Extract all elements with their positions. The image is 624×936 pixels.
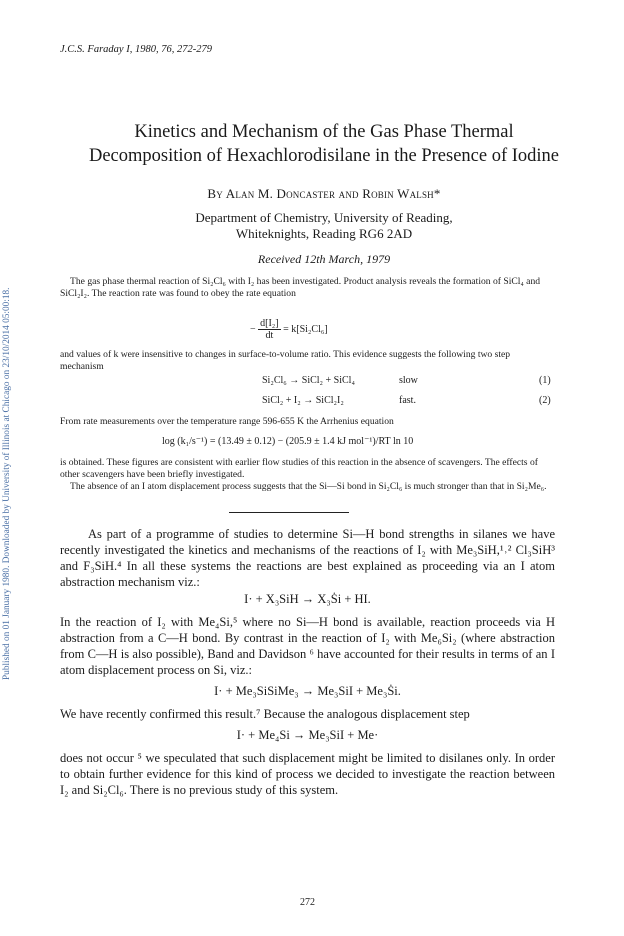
rate-equation-minus: − xyxy=(250,323,256,335)
rate-equation-rhs: = k[Si₂Cl₆] xyxy=(283,323,328,335)
arrhenius-equation: log (k₁/s⁻¹) = (13.49 ± 0.12) − (205.9 ± 1.4 kJ mol⁻¹)/RT ln 10 xyxy=(162,436,414,447)
journal-name: J.C.S. Faraday I, xyxy=(60,44,133,55)
mechanism-step-2-number: (2) xyxy=(539,395,551,406)
mechanism-step-1-equation: Si₂Cl₆ → SiCl₂ + SiCl₄ xyxy=(262,375,355,386)
abstract-text-3: From rate measurements over the temperature range 596-655 K the Arrhenius equation xyxy=(60,416,394,427)
abstract-paragraph-1 xyxy=(60,276,555,300)
body-paragraph-2 xyxy=(60,614,555,678)
rate-equation-fraction xyxy=(258,318,280,341)
title-line-2: Decomposition of Hexachlorodisilane in the Presence of Iodine xyxy=(88,146,560,166)
article-title xyxy=(40,120,608,168)
author-line: By Alan M. Doncaster and Robin Walsh* xyxy=(207,186,441,201)
abstract-paragraph-2 xyxy=(60,349,555,373)
affiliation-line-1: Department of Chemistry, University of Reading, xyxy=(195,210,453,225)
download-watermark-text: Published on 01 January 1980. Downloaded by University of Illinois at Chicago on 23/10/2014 05:00:18. xyxy=(2,287,12,680)
page-number: 272 xyxy=(300,897,315,908)
body-text-2: In the reaction of I₂ with Me₄Si,⁵ where no Si—H bond is available, reaction proceeds via H abstraction from a C—H bond. By contrast in the reaction of I₂ with Me₆Si₂ (where abstraction from C—H is also possible), Band and Davidson ⁶ have accounted for their results in terms of an I atom displacement process on Si, viz.: xyxy=(60,615,555,677)
journal-citation xyxy=(60,44,212,55)
affiliation-line-2: Whiteknights, Reading RG6 2AD xyxy=(235,226,413,241)
mechanism-step-1-rate: slow xyxy=(399,375,418,386)
rate-equation-numerator: d[I₂] xyxy=(260,318,279,329)
journal-year: 1980, xyxy=(134,44,159,55)
body-paragraph-4 xyxy=(60,750,555,798)
affiliation xyxy=(40,210,608,242)
abstract-text-2: and values of k were insensitive to changes in surface-to-volume ratio. This evidence suggests the following two step mechanism xyxy=(60,349,511,372)
abstract-text-4: is obtained. These figures are consistent with earlier flow studies of this reaction in the absence of scavengers. The effects of other scavengers have been briefly investigated. xyxy=(60,457,538,480)
equation-displacement: I· + Me₃SiSiMe₃ → Me₃SiI + Me₃Ṡi. xyxy=(214,684,401,698)
body-text-1: As part of a programme of studies to determine Si—H bond strengths in silanes we have recently investigated the kinetics and mechanisms of the reactions of I₂ with Me₃SiH,¹˒² Cl₃SiH³ and F₃SiH.⁴ In all these systems the reactions are best explained as proceeding via an I atom abstraction mechanism viz.: xyxy=(60,527,555,589)
equation-methyl: I· + Me₄Si → Me₃SiI + Me· xyxy=(236,728,379,742)
rate-equation xyxy=(250,318,328,341)
body-paragraph-3 xyxy=(60,706,555,722)
mechanism-step-2-equation: SiCl₂ + I₂ → SiCl₂I₂ xyxy=(262,395,344,406)
mechanism-step-2-rate: fast. xyxy=(399,395,416,406)
equation-abstraction: I· + X₃SiH → X₃Ṡi + HI. xyxy=(244,592,371,606)
body-text-3: We have recently confirmed this result.⁷ Because the analogous displacement step xyxy=(60,707,470,721)
abstract-paragraph-4 xyxy=(60,457,555,493)
abstract-text-1: The gas phase thermal reaction of Si₂Cl₆ with I₂ has been investigated. Product analysis reveals the formation of SiCl₄ and SiCl₂I₂. The reaction rate was found to obey the rate equation xyxy=(60,276,541,299)
section-divider xyxy=(229,512,349,513)
received-date: Received 12th March, 1979 xyxy=(257,252,391,266)
rate-equation-denominator: dt xyxy=(265,330,274,341)
abstract-text-5: The absence of an I atom displacement process suggests that the Si—Si bond in Si₂Cl₆ is much stronger than that in Si₂Me₆. xyxy=(70,481,547,492)
journal-volume: 76, xyxy=(161,44,175,55)
body-text-4: does not occur ⁵ we speculated that such displacement might be limited to disilanes only. In order to obtain further evidence for this kind of process we decided to investigate the reaction between I₂ and Si₂Cl₆. There is no previous study of this system. xyxy=(60,751,555,797)
title-line-1: Kinetics and Mechanism of the Gas Phase Thermal xyxy=(134,122,514,142)
abstract-paragraph-3 xyxy=(60,416,555,428)
mechanism-step-1-number: (1) xyxy=(539,375,551,386)
body-paragraph-1 xyxy=(60,526,555,590)
download-watermark xyxy=(2,120,16,680)
journal-pages: 272-279 xyxy=(176,44,212,55)
